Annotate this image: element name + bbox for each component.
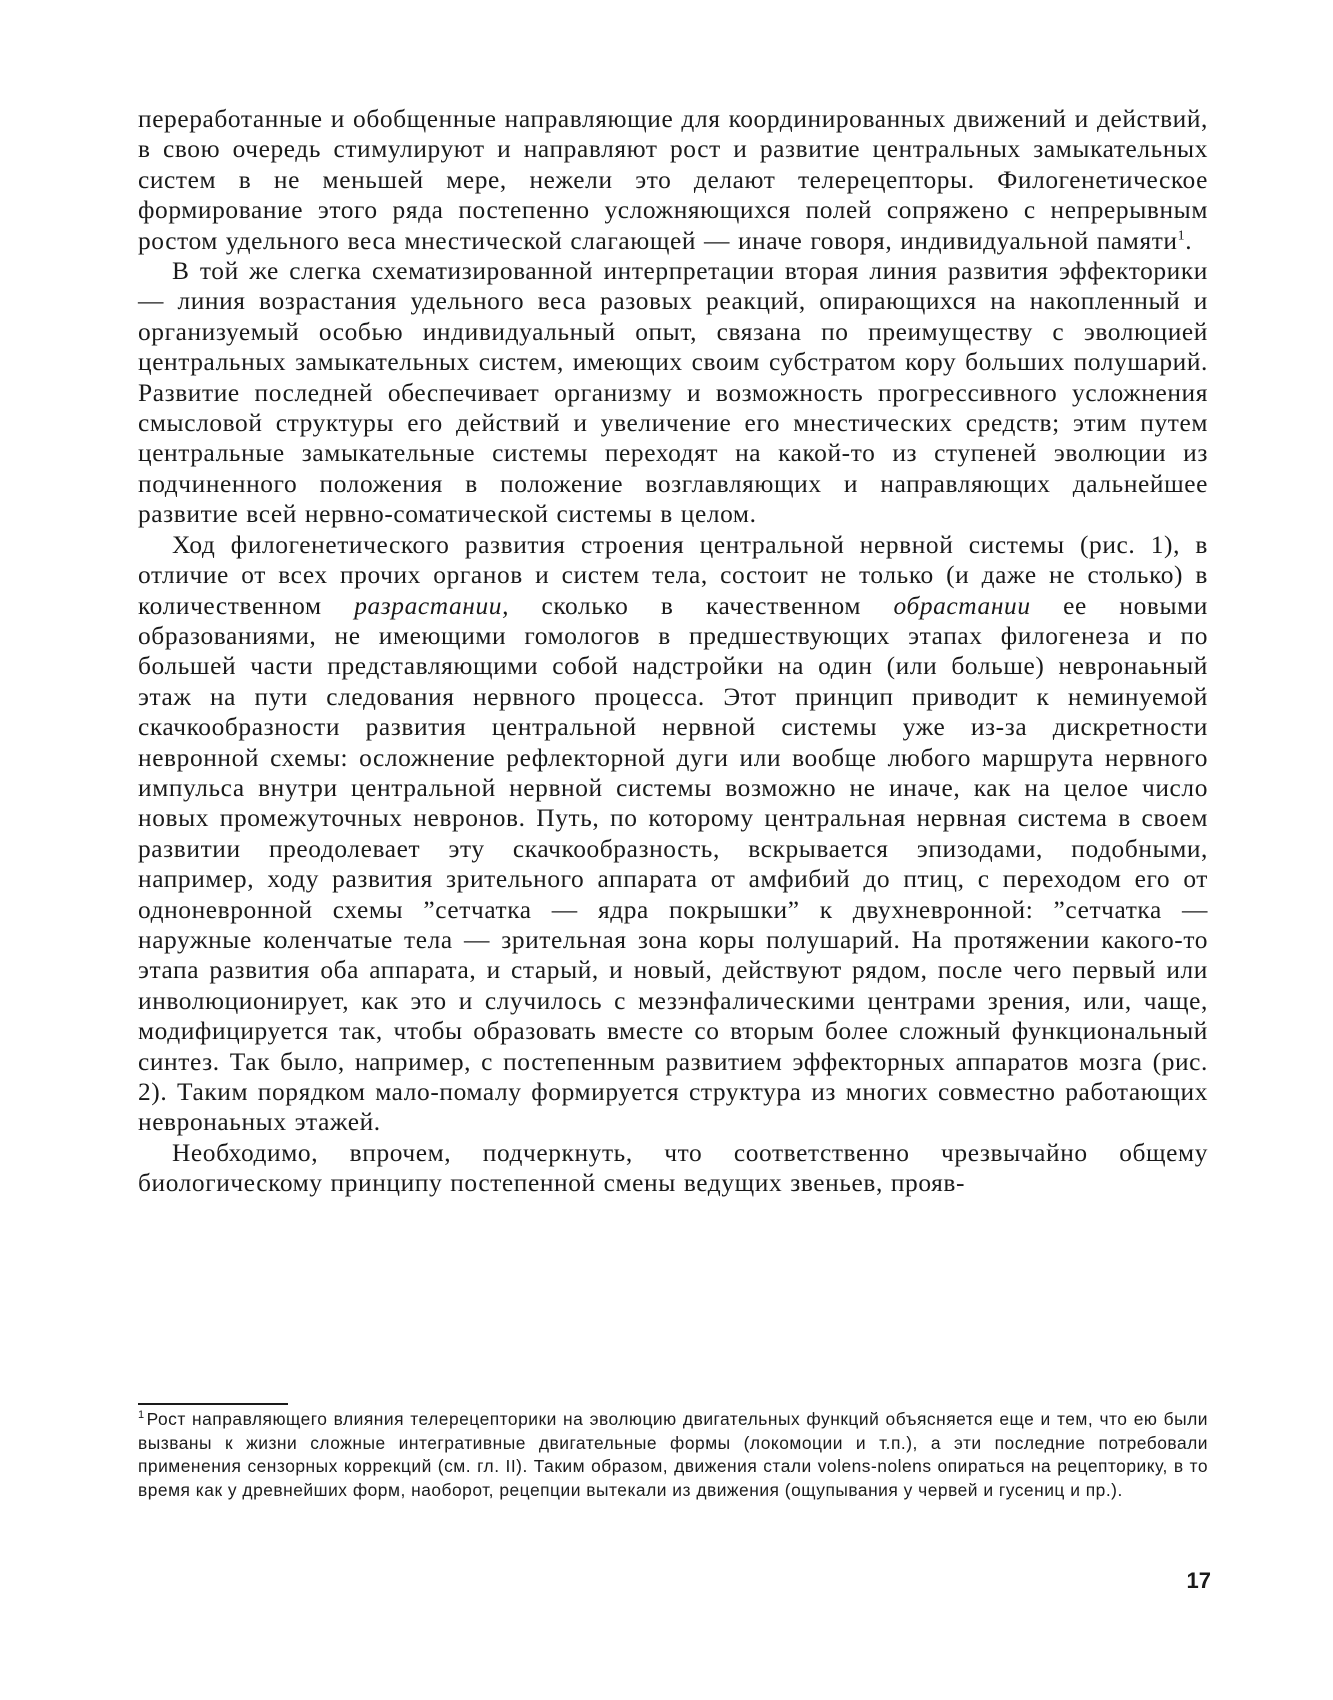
paragraph-3-emphasis-2: обрастании [893, 591, 1031, 620]
footnote-divider [138, 1403, 288, 1405]
paragraph-1-tail: . [1185, 226, 1193, 255]
footnote [138, 1408, 1208, 1502]
paragraph-1-text: переработанные и обобщенные направляющие для координированных движений и действий, в свою очередь стимулируют и направляют рост и развитие центральных замыкательных систем в не меньшей мере, нежели это делают телерецепторы. Филогенетическое формирование этого ряда постепенно усложняющихся полей сопряжено с непрерывным ростом удельного веса мнестической слагающей — иначе говоря, индивидуальной памяти [138, 105, 1208, 255]
footnote-text: Рост направляющего влияния телерецепторики на эволюцию двигательных функций объясняется еще и тем, что ею были вызваны к жизни сложные интегративные двигательные формы (локомоции и т.п.), а эти последние потребовали применения сензорных коррекций (см. гл. II). Таким образом, движения стали volens-nolens опираться на рецепторику, в то время как у древнейших форм, наоборот, рецепции вытекали из движения (ощупывания у червей и гусениц и пр.). [138, 1409, 1208, 1500]
paragraph-4: Необходимо, впрочем, подчеркнуть, что соответственно чрезвычайно общему биологическому принципу постепенной смены ведущих звеньев, прояв- [138, 1138, 1208, 1198]
paragraph-2: В той же слегка схематизированной интерпретации вторая линия развития эффекторики — линия возрастания удельного веса разовых реакций, опирающихся на накопленный и организуемый особью индивидуальный опыт, связана по преимуществу с эволюцией центральных замыкательных систем, имеющих своим субстратом кору больших полушарий. Развитие последней обеспечивает организму и возможность прогрессивного усложнения смысловой структуры его действий и увеличение его мнестических средств; этим путем центральные замыкательные системы переходят на какой-то из ступеней эволюции из подчиненного положения в положение возглавляющих и направляющих дальнейшее развитие всей нервно-соматической системы в целом. [138, 257, 1208, 529]
paragraph-3-emphasis-1: разрастании, [354, 591, 510, 620]
paragraph-3-part-3: ее новыми образованиями, не имеющими гомологов в предшествующих этапах филогенеза и по большей части представляющими собой надстройки на один (или больше) невронаьный этаж на пути следования нервного процесса. Этот принцип приводит к неминуемой скачкообразности развития центральной нервной системы уже из-за дискретности невронной схемы: осложнение рефлекторной дуги или вообще любого маршрута нервного импульса внутри центральной нервной системы возможно не иначе, как на целое число новых промежуточных невронов. Путь, по которому центральная нервная система в своем развитии преодолевает эту скачкообразность, вскрывается эпизодами, подобными, например, ходу развития зрительного аппарата от амфибий до птиц, с переходом его от одноневронной схемы ”сетчатка — ядра покрышки” к двухневронной: ”сетчатка — наружные коленчатые тела — зрительная зона коры полушарий. На протяжении какого-то этапа развития оба аппарата, и старый, и новый, действуют рядом, после чего первый или инволюционирует, как это и случилось с мезэнфалическими центрами зрения, или, чаще, модифицируется так, чтобы образовать вместе со вторым более сложный функциональный синтез. Так было, например, с постепенным развитием эффекторных аппаратов мозга (рис. 2). Таким порядком мало-помалу формируется структура из многих совместно работающих невронаьных этажей. [138, 591, 1208, 1137]
footnote-mark: 1 [138, 1409, 145, 1422]
paragraph-3-part-2: сколько в качественном [509, 591, 894, 620]
page-number: 17 [1186, 1568, 1211, 1593]
footnote-reference: 1 [1177, 228, 1186, 244]
paragraph-3-part-1: Ход филогенетического развития строения центральной нервной системы (рис. 1), в отличие от всех прочих органов и систем тела, состоит не только (и даже не столько) в количественном [138, 530, 1208, 620]
paragraph-3 [138, 530, 1208, 1138]
main-text [138, 104, 1208, 1199]
paragraph-1 [138, 104, 1208, 256]
